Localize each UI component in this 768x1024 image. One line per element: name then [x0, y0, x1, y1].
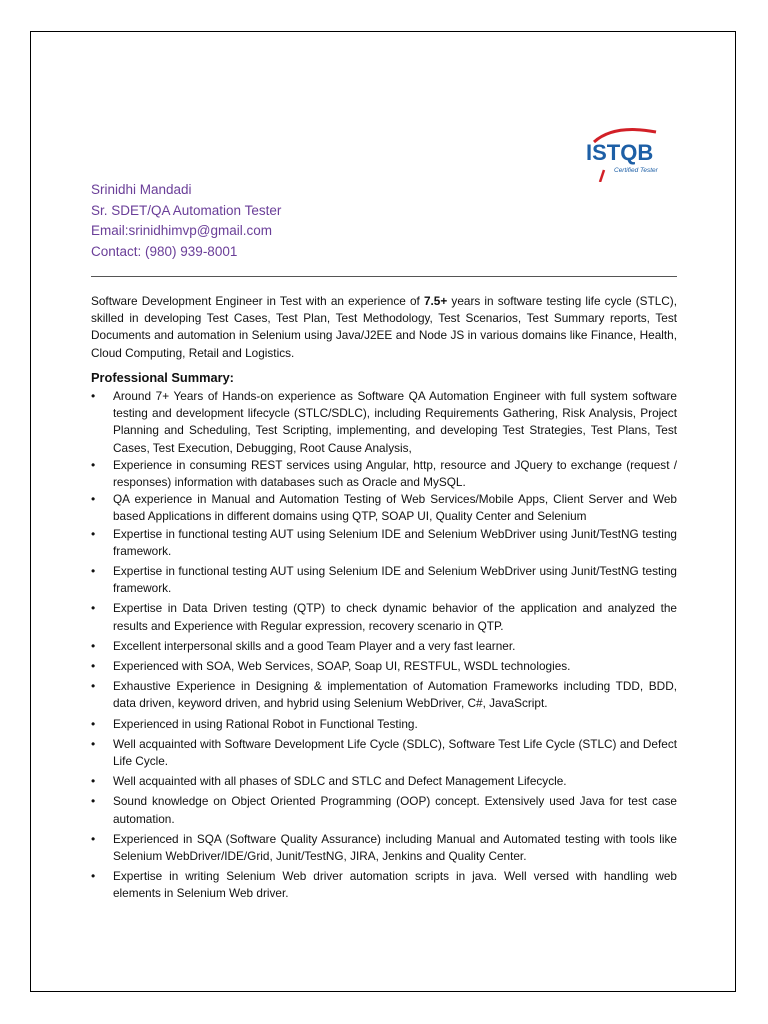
summary-item: • Sound knowledge on Object Oriented Programming (OOP) concept. Extensively used Java for test case automation. — [91, 793, 677, 827]
summary-item: • Well acquainted with Software Development Life Cycle (SDLC), Software Test Life Cycle (STLC) and Defect Life Cycle. — [91, 736, 677, 770]
summary-item: • Expertise in writing Selenium Web driver automation scripts in java. Well versed with handling web elements in Selenium Web driver. — [91, 868, 677, 902]
logo-subtitle: Certified Tester — [614, 167, 658, 174]
logo-wordmark: ISTQB — [586, 140, 654, 165]
summary-item: • Expertise in functional testing AUT using Selenium IDE and Selenium WebDriver using Junit/TestNG testing framework. — [91, 526, 677, 560]
contact-header — [91, 180, 651, 262]
header-divider — [91, 276, 677, 277]
summary-list — [91, 388, 677, 903]
intro-text-start: Software Development Engineer in Test with an experience of — [91, 294, 424, 308]
summary-item: • Expertise in functional testing AUT using Selenium IDE and Selenium WebDriver using Junit/TestNG testing framework. — [91, 563, 677, 597]
summary-item: • Experienced in SQA (Software Quality Assurance) including Manual and Automated testing with tools like Selenium WebDriver/IDE/Grid, Junit/TestNG, JIRA, Jenkins and Quality Center. — [91, 831, 677, 865]
summary-item: • QA experience in Manual and Automation Testing of Web Services/Mobile Apps, Client Server and Web based Applications in different domains using QTP, SOAP UI, Quality Center and Selenium — [91, 491, 677, 525]
summary-item: • Experienced with SOA, Web Services, SOAP, Soap UI, RESTFUL, WSDL technologies. — [91, 658, 677, 675]
summary-item: • Well acquainted with all phases of SDLC and STLC and Defect Management Lifecycle. — [91, 773, 677, 790]
candidate-name: Srinidhi Mandadi — [91, 182, 192, 197]
contact-line: Contact: (980) 939-8001 — [91, 243, 238, 259]
summary-item: • Exhaustive Experience in Designing & implementation of Automation Frameworks including TDD, BDD, data driven, keyword driven, and hybrid using Selenium WebDriver, C#, JavaScript. — [91, 678, 677, 712]
professional-summary-heading: Professional Summary: — [91, 370, 234, 385]
summary-item: • Experience in consuming REST services using Angular, http, resource and JQuery to exchange (request / responses) information with databases such as Oracle and MySQL. — [91, 457, 677, 491]
intro-text-end: years in software testing life cycle (STLC), skilled in developing Test Cases, Test Plan, Test Methodology, Test Scenarios, Test Summary reports, Test Documents and automation in Selenium using Java/J2EE and Node JS in various domains like Finance, Health, Cloud Computing, Retail and Logistics. — [91, 294, 677, 360]
summary-item: • Experienced in using Rational Robot in Functional Testing. — [91, 716, 677, 733]
istqb-logo — [584, 122, 680, 182]
intro-years: 7.5+ — [423, 294, 448, 308]
intro-paragraph — [91, 293, 677, 362]
summary-item: • Around 7+ Years of Hands-on experience as Software QA Automation Engineer with full system software testing and development lifecycle (STLC/SDLC), including Requirements Gathering, Risk Analysis, Project Planning and Scheduling, Test Scripting, implementing, and developing Test Strategies, Test Plans, Test Cases, Test Execution, Debugging, Root Cause Analysis, — [91, 388, 677, 457]
summary-item: • Excellent interpersonal skills and a good Team Player and a very fast learner. — [91, 638, 677, 655]
email-line: Email:srinidhimvp@gmail.com — [91, 223, 272, 238]
summary-item: • Expertise in Data Driven testing (QTP) to check dynamic behavior of the application and analyzed the results and Experience with Regular expression, recovery scenario in QTP. — [91, 600, 677, 634]
istqb-logo-graphic — [584, 122, 680, 182]
job-title: Sr. SDET/QA Automation Tester — [91, 202, 282, 218]
